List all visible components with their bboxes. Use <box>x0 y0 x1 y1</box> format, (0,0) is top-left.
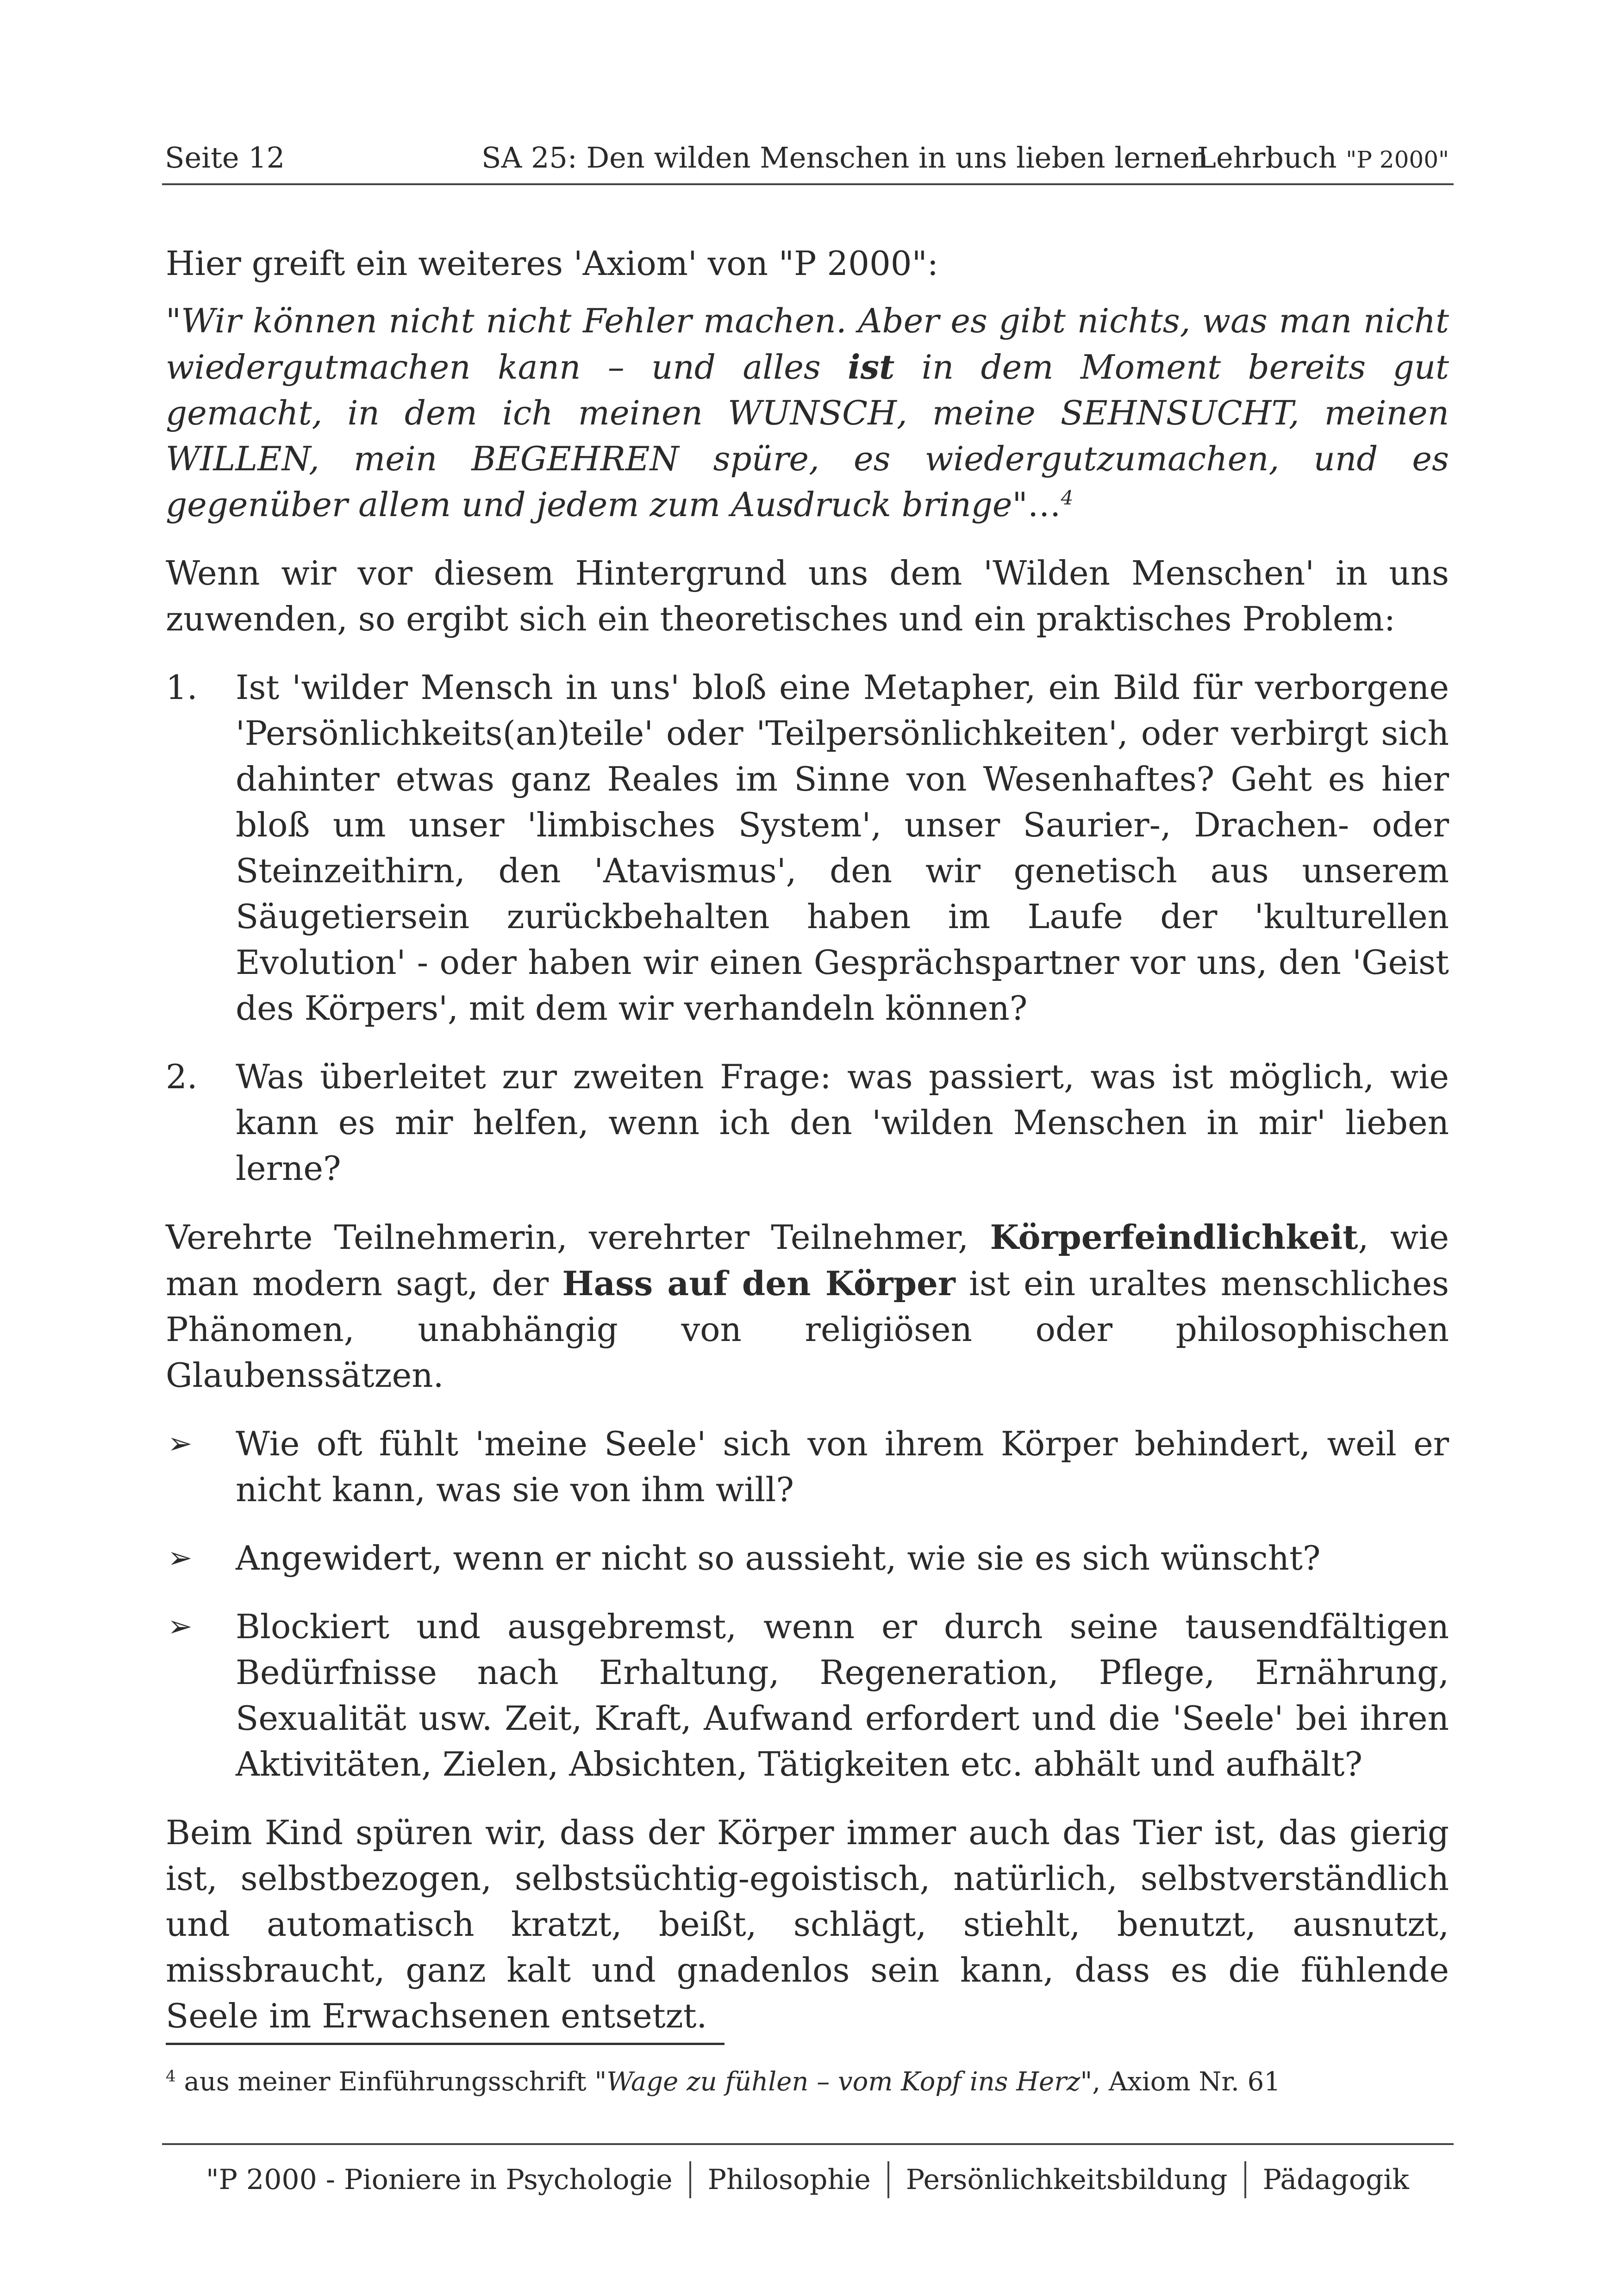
chapter-title: SA 25: Den wilden Menschen in uns lieben lernen <box>481 141 1209 175</box>
footer-item-paedagogik: Pädagogik <box>1262 2164 1409 2196</box>
arrow-bullet-icon: ➢ <box>168 1541 193 1575</box>
arrow-bullet-icon: ➢ <box>168 1427 193 1461</box>
footer-divider <box>887 2161 889 2198</box>
page-footer <box>162 2143 1454 2201</box>
numbered-item <box>166 1054 1449 1191</box>
item-number: 1. <box>166 668 198 707</box>
emphasis-ist: ist <box>848 347 895 387</box>
footer-topics <box>206 2159 1409 2201</box>
numbered-item <box>166 665 1449 1031</box>
bullet-item <box>166 1535 1449 1581</box>
footnote: $^4$ aus meiner Einführungsschrift "Wage zu fühlen – vom Kopf ins Herz", Axiom Nr. 61 <box>166 2067 1280 2097</box>
footnote-ref[interactable]: 4 <box>1061 486 1074 509</box>
footer-item-philosophie: Philosophie <box>707 2164 871 2196</box>
main-content <box>166 241 1449 2062</box>
book-title: Lehrbuch "P 2000" <box>1197 141 1449 175</box>
koerperfeindlichkeit-paragraph: Verehrte Teilnehmerin, verehrter Teilnehmer, Körperfeindlichkeit, wie man modern sagt, der Hass auf den Körper ist ein uraltes menschliches Phänomen, unabhängig von religiösen oder philosophischen Glaubenssätzen. <box>166 1217 1449 1395</box>
footnote-divider <box>166 2043 725 2045</box>
bullet-text: Blockiert und ausgebremst, wenn er durch seine tausendfältigen Bedürfnisse nach Erhaltung, Regeneration, Pflege, Ernährung, Sexualität usw. Zeit, Kraft, Aufwand erfordert und die 'Seele' bei ihren Aktivitäten, Zielen, Absichten, Tätigkeiten etc. abhält und aufhält? <box>236 1607 1449 1784</box>
item-text: Ist 'wilder Mensch in uns' bloß eine Metapher, ein Bild für verborgene 'Persönlichkeits(an)teile' oder 'Teilpersönlichkeiten', oder verbirgt sich dahinter etwas ganz Reales im Sinne von Wesenhaftes? Geht es hier bloß um unser 'limbisches System', unser Saurier-, Drachen- oder Steinzeithirn, den 'Atavismus', den wir genetisch aus unserem Säugetiersein zurückbehalten haben im Laufe der 'kulturellen Evolution' - oder haben wir einen Gesprächspartner vor uns, den 'Geist des Körpers', mit dem wir verhandeln können? <box>236 668 1449 1028</box>
bullet-item <box>166 1604 1449 1787</box>
footer-divider <box>689 2161 691 2198</box>
footnote-title: "Wage zu fühlen – vom Kopf ins Herz" <box>594 2067 1093 2097</box>
item-text: Was überleitet zur zweiten Frage: was passiert, was ist möglich, wie kann es mir helfen, wenn ich den 'wilden Menschen in mir' lieben lerne? <box>236 1057 1449 1188</box>
bold-koerperfeindlichkeit: Körperfeindlichkeit <box>990 1217 1358 1257</box>
page-number: Seite 12 <box>165 141 285 175</box>
bullet-list <box>166 1421 1449 1787</box>
kind-paragraph: Beim Kind spüren wir, dass der Körper immer auch das Tier ist, das gierig ist, selbstbezogen, selbstsüchtig-egoistisch, natürlich, selbstverständlich und automatisch kratzt, beißt, schlägt, stiehlt, benutzt, ausnutzt, missbraucht, ganz kalt und gnadenlos sein kann, dass es die fühlende Seele im Erwachsenen entsetzt. <box>166 1813 1449 2035</box>
footnote-number: 4 <box>166 2067 176 2086</box>
numbered-list <box>166 665 1449 1191</box>
bullet-item <box>166 1421 1449 1513</box>
footer-divider <box>1244 2161 1246 2198</box>
background-paragraph: Wenn wir vor diesem Hintergrund uns dem 'Wilden Menschen' in uns zuwenden, so ergibt sich ein theoretisches und ein praktisches Problem: <box>166 554 1449 638</box>
page-header <box>162 137 1454 185</box>
bullet-text: Wie oft fühlt 'meine Seele' sich von ihrem Körper behindert, weil er nicht kann, was sie von ihm will? <box>236 1424 1449 1509</box>
footer-item-persoenlichkeitsbildung: Persönlichkeitsbildung <box>906 2164 1228 2196</box>
bullet-text: Angewidert, wenn er nicht so aussieht, wie sie es sich wünscht? <box>236 1539 1321 1578</box>
bold-hass-auf-den-koerper: Hass auf den Körper <box>562 1264 956 1303</box>
axiom-quote: "Wir können nicht nicht Fehler machen. Aber es gibt nichts, was man nicht wiedergutmachen kann – und alles ist in dem Moment bereits gut gemacht, in dem ich meinen WUNSCH, meine SEHNSUCHT, meinen WILLEN, mein BEGEHREN spüre, es wiedergutzumachen, und es gegenüber allem und jedem zum Ausdruck bringe"…$^4$ <box>166 301 1449 524</box>
arrow-bullet-icon: ➢ <box>168 1609 193 1644</box>
intro-paragraph: Hier greift ein weiteres 'Axiom' von "P 2000": <box>166 244 938 283</box>
footer-item-pioniere: "P 2000 - Pioniere in Psychologie <box>206 2164 673 2196</box>
item-number: 2. <box>166 1057 198 1096</box>
